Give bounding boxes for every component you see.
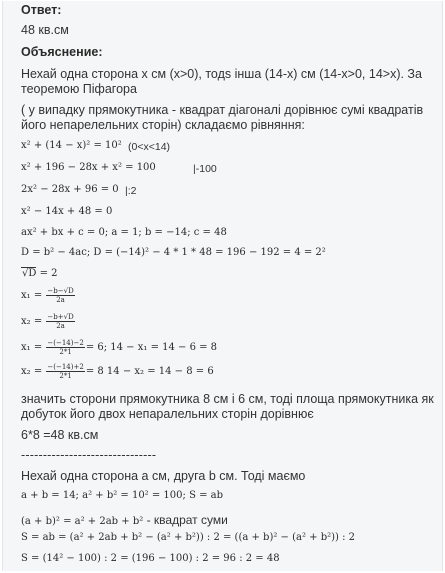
formula-x2-fraction: [46, 313, 74, 330]
intro-line-3: ( у випадку прямокутника - квадрат діагоналі дорівнює сумі квадратів: [21, 103, 424, 117]
intro-line-2: теоремою Піфагора: [21, 82, 137, 96]
alt-equation-2-note: - квадрат суми: [143, 513, 228, 527]
value-x2-rhs: = 8 14 − x₂ = 14 − 8 = 6: [85, 366, 214, 377]
value-x2-denominator: 2*1: [59, 372, 72, 380]
alt-equation-2-formula: (a + b)² = a² + 2ab + b²: [21, 516, 144, 527]
value-x2-numerator: −(−14)+2: [47, 363, 84, 371]
value-x1-fraction: [46, 339, 84, 356]
alt-equation-3: S = ab = (a² + 2ab + b² − (a² + b²)) : 2 = ((a + b)² − (a² + b²)) : 2: [21, 532, 356, 543]
value-x2: [21, 363, 214, 380]
formula-x2: [21, 313, 76, 330]
alt-equation-1: a + b = 14; a² + b² = 10² = 100; S = ab: [21, 490, 224, 501]
value-x1-rhs: = 6; 14 − x₁ = 14 − 6 = 8: [85, 342, 218, 353]
formula-x1-numerator: −b−√D: [47, 287, 74, 295]
conclusion-line-2: добуток його двох непаралельних сторін дорівнює: [21, 407, 314, 421]
section-divider: -------------------------------: [21, 448, 157, 462]
equation-7: [21, 268, 58, 279]
value-x1-denominator: 2*1: [59, 348, 72, 356]
equation-3: 2x² − 28x + 96 = 0: [21, 184, 119, 195]
formula-x1-lhs: x₁ =: [21, 290, 46, 301]
equation-2-note: |-100: [193, 163, 217, 175]
explanation-label: Объяснение:: [21, 45, 103, 59]
intro-line-4: його непарелельних сторін) складаємо рівняння:: [21, 118, 305, 132]
value-x1: [21, 339, 217, 356]
equation-1-note: (0<x<14): [128, 141, 171, 153]
formula-x1-denominator: 2a: [56, 296, 65, 304]
formula-x1: [21, 287, 76, 304]
intro-line-1: Нехай одна сторона х см (х>0), тодs інша (14-х) см (14-х>0, 14>х). За: [21, 67, 422, 81]
alt-intro: Нехай одна сторона а см, друга b см. Тоді маємо: [21, 469, 306, 483]
value-x1-lhs: x₁ =: [21, 342, 46, 353]
formula-x2-numerator: −b+√D: [47, 313, 74, 321]
value-x2-fraction: [46, 363, 84, 380]
equation-5: ax² + bx + c = 0; a = 1; b = −14; c = 48: [21, 227, 227, 238]
value-x1-numerator: −(−14)−2: [47, 339, 84, 347]
formula-x2-denominator: 2a: [56, 322, 65, 330]
conclusion-line-1: значить сторони прямокутника 8 см і 6 см, тоді площа прямокутника як: [21, 392, 434, 406]
equation-6: D = b² − 4ac; D = (−14)² − 4 * 1 * 48 = 196 − 192 = 4 = 2²: [21, 247, 326, 258]
answer-value: 48 кв.см: [21, 23, 69, 37]
sqrt-d: √D: [22, 268, 37, 279]
alt-equation-4: S = (14² − 100) : 2 = (196 − 100) : 2 = 96 : 2 = 48: [21, 553, 280, 564]
answer-label: Ответ:: [21, 3, 62, 17]
formula-x2-lhs: x₂ =: [21, 316, 46, 327]
alt-equation-2: [21, 511, 228, 529]
conclusion-result: 6*8 =48 кв.см: [21, 428, 99, 442]
answer-page: [2, 1, 443, 571]
formula-x1-fraction: [46, 287, 74, 304]
value-x2-lhs: x₂ =: [21, 366, 46, 377]
sqrt-d-value: = 2: [36, 268, 58, 279]
equation-3-note: |:2: [125, 185, 137, 197]
equation-2: x² + 196 − 28x + x² = 100: [21, 162, 156, 173]
equation-4: x² − 14x + 48 = 0: [21, 206, 113, 217]
equation-1: x² + (14 − x)² = 10²: [21, 140, 122, 151]
